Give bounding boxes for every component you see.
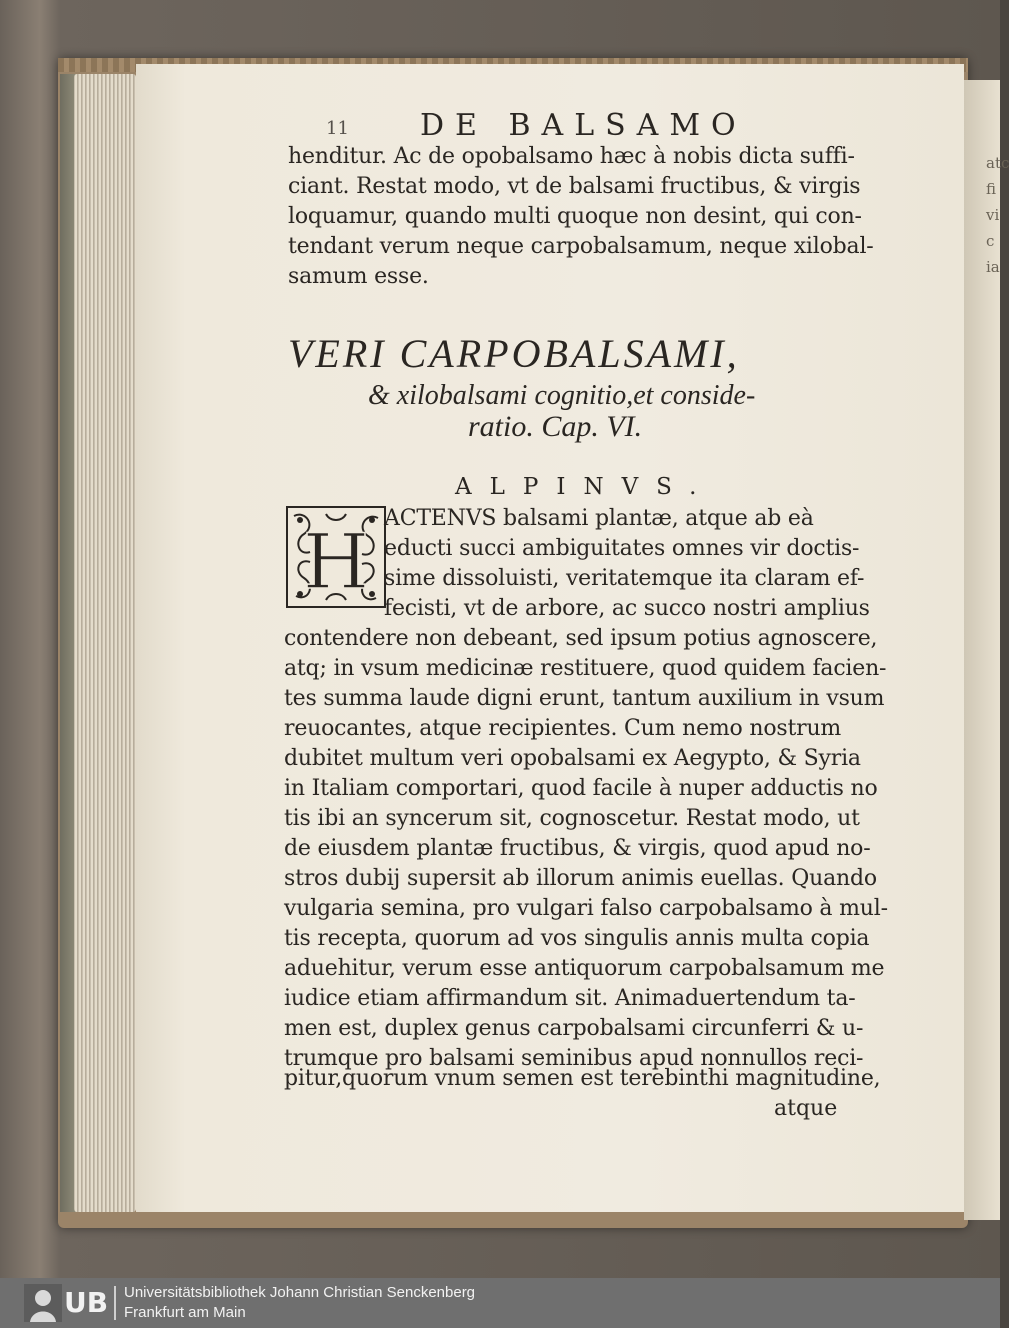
text-line: tendant verum neque carpobalsamum, neque xilobal- [288,234,874,259]
text-line: tis recepta, quorum ad vos singulis annis multa copia [284,926,870,951]
page-edges [74,74,136,1212]
text-line: ciant. Restat modo, vt de balsami fructibus, & virgis [288,174,861,199]
facing-page-fragment: ia [986,258,1000,276]
facing-page-fragment: c [986,232,995,250]
facing-page-strip [964,80,1009,1220]
text-line: dubitet multum veri opobalsami ex Aegypto, & Syria [284,746,861,771]
footer-bar [0,1278,1000,1328]
facing-page-fragment: vi [986,206,1000,224]
initial-letter: H [302,517,370,606]
facing-page-fragment: atc [986,154,1009,172]
text-line: tis ibi an syncerum sit, cognoscetur. Restat modo, ut [284,806,860,831]
library-portrait-icon [24,1284,62,1322]
decorated-initial [286,506,386,608]
facing-page-fragment: fi [986,180,997,198]
chapter-title-line2: & xilobalsami cognitio,et conside- [368,380,756,411]
text-line: reuocantes, atque recipientes. Cum nemo nostrum [284,716,842,741]
text-line: aduehitur, verum esse antiquorum carpobalsamum me [284,956,885,981]
text-line: samum esse. [288,264,429,289]
header-mark: 11 [326,118,349,139]
footer-institution: Universitätsbibliothek Johann Christian Senckenberg [124,1284,476,1301]
running-head: DE BALSAMO [420,108,747,143]
text-line: in Italiam comportari, quod facile à nuper adductis no [284,776,878,801]
text-line: atq; in vsum medicinæ restituere, quod quidem facien- [284,656,887,681]
text-line: educti succi ambiguitates omnes vir doctis- [384,536,860,561]
chapter-title: VERI CARPOBALSAMI, [288,331,740,376]
text-line: fecisti, vt de arbore, ac succo nostri amplius [384,596,870,621]
footer-location: Frankfurt am Main [124,1304,246,1321]
text-line: stros dubij supersit ab illorum animis euellas. Quando [284,866,877,891]
logo-divider [114,1286,116,1320]
text-line: men est, duplex genus carpobalsami circunferri & u- [284,1016,864,1041]
text-line: henditur. Ac de opobalsamo hæc à nobis dicta suffi- [288,144,855,169]
text-line: iudice etiam affirmandum sit. Animaduertendum ta- [284,986,856,1011]
catchword: atque [774,1096,838,1121]
text-line: trumque pro balsami seminibus apud nonnullos reci- [284,1046,864,1071]
speaker-heading: ALPINVS. [455,474,715,500]
text-line: de eiusdem plantæ fructibus, & virgis, quod apud no- [284,836,871,861]
text-line: vulgaria semina, pro vulgari falso carpobalsamo à mul- [284,896,888,921]
library-logo: UB [64,1286,109,1319]
text-line: contendere non debeant, sed ipsum potius agnoscere, [284,626,878,651]
text-line: tes summa laude digni erunt, tantum auxilium in vsum [284,686,885,711]
text-line: ACTENVS balsami plantæ, atque ab eà [384,506,814,531]
text-line: sime dissoluisti, veritatemque ita claram ef- [384,566,865,591]
chapter-title-line3: ratio. Cap. VI. [468,410,643,443]
text-line: loquamur, quando multi quoque non desint, qui con- [288,204,862,229]
text-line: pitur,quorum vnum semen est terebinthi magnitudine, [284,1066,881,1091]
